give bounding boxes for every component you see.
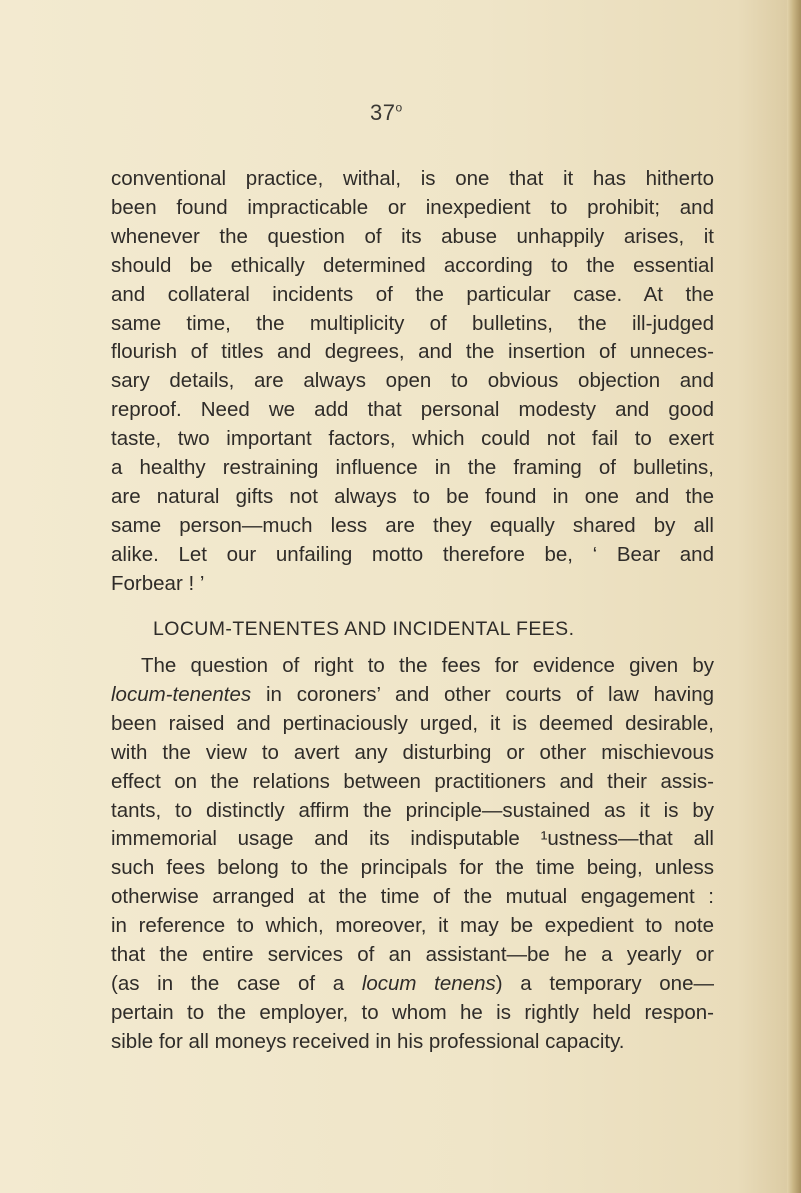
text-line: been found impracticable or inexpedient to prohibit; and xyxy=(111,195,714,219)
text-line: tants, to distinctly affirm the principle—sustained as it is by xyxy=(111,798,714,822)
text-line: with the view to avert any disturbing or other mischievous xyxy=(111,740,714,764)
text-line: same person—much less are they equally shared by all xyxy=(111,513,714,537)
text-line: in reference to which, moreover, it may be expedient to note xyxy=(111,914,714,938)
text-line: flourish of titles and degrees, and the insertion of unneces- xyxy=(111,340,714,364)
text-line xyxy=(111,681,714,710)
paragraph-1 xyxy=(111,165,714,599)
text-line: and collateral incidents of the particular case. At the xyxy=(111,282,714,306)
italic-term: locum-tenentes xyxy=(111,682,252,706)
text-line: whenever the question of its abuse unhappily arises, it xyxy=(111,224,714,248)
text-line: reproof. Need we add that personal modesty and good xyxy=(111,398,714,422)
text-line: immemorial usage and its indisputable ¹ustness—that all xyxy=(111,827,714,851)
text-line: effect on the relations between practitioners and their assis- xyxy=(111,769,714,793)
text-line: such fees belong to the principals for the time being, unless xyxy=(111,856,714,880)
text-line: Forbear ! ’ xyxy=(111,571,205,595)
text-line: same time, the multiplicity of bulletins, the ill-judged xyxy=(111,311,714,335)
text-line: been raised and pertinaciously urged, it is deemed desirable, xyxy=(111,711,714,735)
text-line: pertain to the employer, to whom he is rightly held respon- xyxy=(111,1000,714,1024)
page-number: 37$^o$ xyxy=(370,100,403,125)
text-line: otherwise arranged at the time of the mutual engagement : xyxy=(111,885,714,909)
text-line: The question of right to the fees for evidence given by xyxy=(141,654,714,677)
paragraph-2 xyxy=(111,652,714,1057)
text-line: sary details, are always open to obvious objection and xyxy=(111,369,714,393)
text-line xyxy=(111,970,714,999)
text-line: taste, two important factors, which could not fail to exert xyxy=(111,427,714,451)
text-fragment: ) a temporary one— xyxy=(495,971,714,995)
text-fragment: in coroners’ and other courts of law having xyxy=(251,682,714,706)
text-fragment: (as in the case of a xyxy=(111,971,362,995)
text-line: that the entire services of an assistant—be he a yearly or xyxy=(111,943,714,967)
italic-term: locum tenens xyxy=(361,971,496,995)
text-line: conventional practice, withal, is one that it has hitherto xyxy=(111,167,714,190)
text-line: a healthy restraining influence in the framing of bulletins, xyxy=(111,456,714,480)
section-heading: LOCUM-TENENTES AND INCIDENTAL FEES. xyxy=(153,618,575,640)
text-line: are natural gifts not always to be found in one and the xyxy=(111,484,714,508)
text-line: should be ethically determined according to the essential xyxy=(111,253,714,277)
text-line: alike. Let our unfailing motto therefore be, ‘ Bear and xyxy=(111,542,714,566)
text-line: sible for all moneys received in his professional capacity. xyxy=(111,1029,625,1053)
page-edge-shadow xyxy=(787,0,801,1193)
